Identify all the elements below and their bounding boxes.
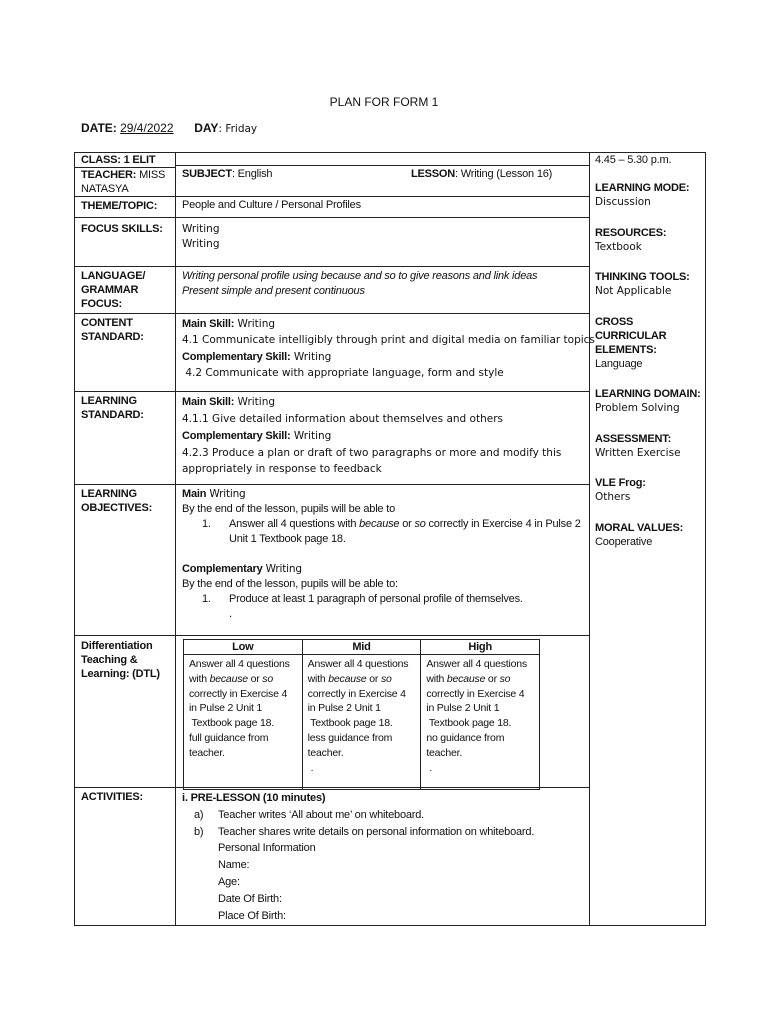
subject-label: SUBJECT — [182, 168, 232, 180]
dtl-line: Answer all 4 questions — [307, 658, 409, 670]
dtl-header-low: Low — [184, 640, 303, 655]
subject — [182, 167, 272, 182]
dtl-word-because: because — [209, 672, 248, 685]
activities — [182, 790, 534, 924]
learning-domain-label: LEARNING DOMAIN: — [595, 388, 701, 400]
content-label — [81, 316, 144, 344]
dtl-label — [81, 639, 160, 681]
activity-text: Teacher shares write details on personal information on whiteboard. — [218, 825, 535, 838]
theme-value: People and Culture / Personal Profiles — [182, 199, 361, 211]
row-divider — [74, 635, 589, 636]
dtl-word-so: so — [499, 672, 511, 685]
activity-line: Name: — [218, 859, 250, 872]
content-comp-label: Complementary Skill: — [182, 351, 291, 364]
dtl-line: Textbook page 18. — [307, 717, 393, 730]
learning-label — [81, 394, 144, 422]
dtl-label-line: Learning: (DTL) — [81, 668, 160, 680]
thinking-tools-label: THINKING TOOLS: — [595, 271, 690, 283]
dtl-word: with — [189, 672, 210, 685]
dtl-word: or — [247, 672, 263, 685]
dtl-word-because: because — [328, 672, 367, 685]
assessment-label: ASSESSMENT: — [595, 432, 672, 445]
class-label: CLASS: 1 ELIT — [81, 154, 156, 166]
cross-curricular-label-2: CURRICULAR — [595, 329, 667, 342]
dtl-line: in Pulse 2 Unit 1 — [189, 702, 263, 715]
content-standard — [182, 315, 595, 382]
teacher-label-text: TEACHER: — [81, 169, 137, 181]
row-divider — [74, 217, 589, 218]
cross-curricular-label-3: ELEMENTS: — [595, 343, 657, 356]
content-main-label: Main Skill: — [182, 318, 235, 330]
dtl-line: . — [310, 761, 314, 774]
objectives-comp-label: Complementary — [182, 563, 263, 575]
activity-b — [182, 824, 534, 841]
row-divider — [74, 391, 589, 392]
dtl-line: Answer all 4 questions — [426, 658, 527, 670]
item-text-because: because — [359, 518, 400, 530]
content-label-line: CONTENT — [81, 317, 133, 329]
dtl-line: Answer all 4 questions — [189, 658, 290, 670]
objectives-dot: . — [229, 608, 232, 620]
dtl-line: . — [429, 761, 433, 774]
activity-text: Teacher writes ‘All about me’ on whiteboard. — [218, 808, 425, 821]
theme-label: THEME/TOPIC: — [81, 200, 158, 212]
activity-marker: b) — [194, 825, 204, 838]
vle-frog-value: Others — [595, 491, 631, 503]
learning-comp-text-1: 4.2.3 Produce a plan or draft of two paragraphs or more and modify this — [182, 446, 562, 459]
dtl-line: no guidance from — [426, 731, 505, 744]
content-comp-text: 4.2 Communicate with appropriate language, form and style — [182, 367, 504, 380]
col-divider-left — [175, 152, 176, 926]
dtl-header-high: High — [421, 640, 540, 655]
dtl-line — [308, 672, 416, 687]
content-comp-value: Writing — [290, 351, 332, 364]
item-number: 1. — [202, 518, 211, 530]
assessment-value: Written Exercise — [595, 446, 681, 459]
resources-value: Textbook — [595, 240, 642, 253]
objectives-label — [81, 487, 152, 515]
objectives-intro-2: By the end of the lesson, pupils will be able to: — [182, 578, 398, 590]
vle-frog-label: VLE Frog: — [595, 477, 646, 489]
dtl-word: or — [485, 672, 500, 685]
language-label-line: FOCUS: — [81, 298, 122, 310]
learning-standard — [182, 393, 561, 478]
date-value: 29/4/2022 — [120, 121, 174, 135]
teacher-label — [81, 168, 165, 196]
dtl-cell-high — [421, 655, 540, 790]
dtl-line: correctly in Exercise 4 — [189, 687, 288, 700]
learning-comp-text-2: appropriately in response to feedback — [182, 463, 382, 475]
activities-heading: i. PRE-LESSON (10 minutes) — [182, 792, 326, 804]
dtl-line: full guidance from — [189, 731, 269, 744]
objectives-main-label: Main — [182, 488, 207, 500]
dtl-line: correctly in Exercise 4 — [307, 687, 406, 700]
item-text-so: so — [414, 518, 426, 530]
activity-line: Age: — [218, 875, 240, 888]
cross-curricular-value: Language — [595, 357, 643, 370]
row-divider — [74, 484, 589, 485]
row-divider — [74, 313, 589, 314]
lesson-label: LESSON — [411, 168, 456, 180]
learning-main-text: 4.1.1 Give detailed information about themselves and others — [182, 412, 503, 425]
content-main-text: 4.1 Communicate intelligibly through print and digital media on familiar topics — [182, 333, 595, 346]
dtl-line: correctly in Exercise 4 — [426, 687, 525, 700]
learning-domain-value: Problem Solving — [595, 402, 680, 414]
item-text: Answer all 4 questions with — [229, 518, 360, 530]
activity-marker: a) — [194, 808, 204, 821]
dtl-line: less guidance from — [307, 731, 393, 744]
dtl-line — [189, 672, 297, 687]
objectives-label-line: LEARNING — [81, 488, 137, 500]
dtl-word-so: so — [380, 672, 392, 685]
row-divider — [175, 165, 589, 166]
focus-skill: Writing — [182, 237, 220, 250]
dtl-line: teacher. — [307, 746, 344, 759]
dtl-line: Textbook page 18. — [189, 717, 274, 730]
activities-label: ACTIVITIES: — [81, 791, 143, 803]
right-panel — [595, 153, 703, 549]
dtl-word-so: so — [262, 672, 273, 685]
page-title: PLAN FOR FORM 1 — [329, 95, 439, 109]
objectives-main-value: Writing — [206, 488, 246, 500]
objectives-item-1-cont: Unit 1 Textbook page 18. — [229, 533, 346, 545]
time-value: 4.45 – 5.30 p.m. — [595, 154, 672, 166]
item-number: 1. — [202, 593, 211, 605]
col-divider-right — [589, 152, 590, 926]
day-label: DAY — [194, 121, 219, 135]
focus-skills — [182, 222, 220, 251]
dtl-label-line: Differentiation — [81, 640, 153, 652]
content-label-line: STANDARD: — [81, 331, 144, 343]
learning-main-label: Main Skill: — [182, 396, 235, 408]
day-value: : Friday — [218, 123, 258, 135]
dtl-table — [183, 639, 540, 790]
dtl-word: with — [307, 672, 329, 685]
objectives-label-line: OBJECTIVES: — [81, 502, 153, 514]
dtl-line: teacher. — [426, 746, 463, 759]
date-line — [81, 121, 257, 135]
objectives-comp-value: Writing — [262, 563, 302, 575]
learning-main-value: Writing — [234, 396, 276, 408]
language-focus-line: Writing personal profile using because and so to give reasons and link ideas — [182, 270, 538, 282]
learning-mode-label: LEARNING MODE: — [595, 182, 690, 194]
dtl-line: in Pulse 2 Unit 1 — [307, 702, 381, 715]
lesson — [411, 167, 552, 182]
row-divider — [74, 196, 589, 197]
item-text: correctly in Exercise 4 in Pulse 2 — [425, 518, 581, 530]
learning-objectives — [182, 487, 581, 622]
activity-a — [182, 807, 534, 824]
dtl-line: in Pulse 2 Unit 1 — [426, 702, 500, 715]
focus-skill: Writing — [182, 223, 220, 235]
language-label-line: GRAMMAR — [81, 284, 139, 296]
moral-values-label: MORAL VALUES: — [595, 521, 684, 534]
subject-value: : English — [231, 168, 273, 180]
item-text: or — [399, 518, 415, 530]
activity-line: Place Of Birth: — [218, 909, 286, 922]
learning-label-line: LEARNING — [81, 395, 137, 407]
focus-label: FOCUS SKILLS: — [81, 223, 163, 235]
dtl-label-line: Teaching & — [81, 654, 138, 666]
dtl-line: teacher. — [189, 746, 225, 759]
moral-values-value: Cooperative — [595, 535, 653, 548]
learning-mode-value: Discussion — [595, 196, 651, 208]
activity-line: Personal Information — [218, 842, 316, 855]
item-text: Produce at least 1 paragraph of personal profile of themselves. — [229, 593, 523, 605]
learning-label-line: STANDARD: — [81, 409, 144, 421]
language-label — [81, 269, 145, 311]
content-main-value: Writing — [234, 318, 276, 330]
thinking-tools-value: Not Applicable — [595, 285, 672, 297]
dtl-line — [426, 672, 534, 687]
dtl-word-because: because — [446, 672, 486, 685]
language-label-line: LANGUAGE/ — [81, 270, 146, 282]
teacher-value-2: NATASYA — [81, 183, 129, 195]
dtl-word: with — [426, 672, 447, 685]
objectives-item-2 — [182, 592, 581, 607]
cross-curricular-label-1: CROSS — [595, 315, 634, 328]
dtl-line: Textbook page 18. — [426, 717, 512, 730]
dtl-word: or — [366, 672, 381, 685]
objectives-item-1 — [182, 517, 581, 532]
dtl-cell-mid — [302, 655, 421, 790]
activity-line: Date Of Birth: — [218, 892, 282, 905]
row-divider — [74, 266, 589, 267]
learning-comp-value: Writing — [290, 430, 332, 442]
date-label: DATE: — [81, 121, 117, 135]
teacher-value-1: MISS — [139, 169, 166, 181]
language-focus-line: Present simple and present continuous — [182, 284, 365, 297]
objectives-intro: By the end of the lesson, pupils will be able to — [182, 503, 395, 515]
lesson-value: : Writing (Lesson 16) — [455, 168, 553, 180]
dtl-header-mid: Mid — [302, 640, 421, 655]
dtl-cell-low — [184, 655, 303, 790]
learning-comp-label: Complementary Skill: — [182, 430, 291, 442]
language-focus — [182, 269, 537, 298]
resources-label: RESOURCES: — [595, 226, 667, 239]
